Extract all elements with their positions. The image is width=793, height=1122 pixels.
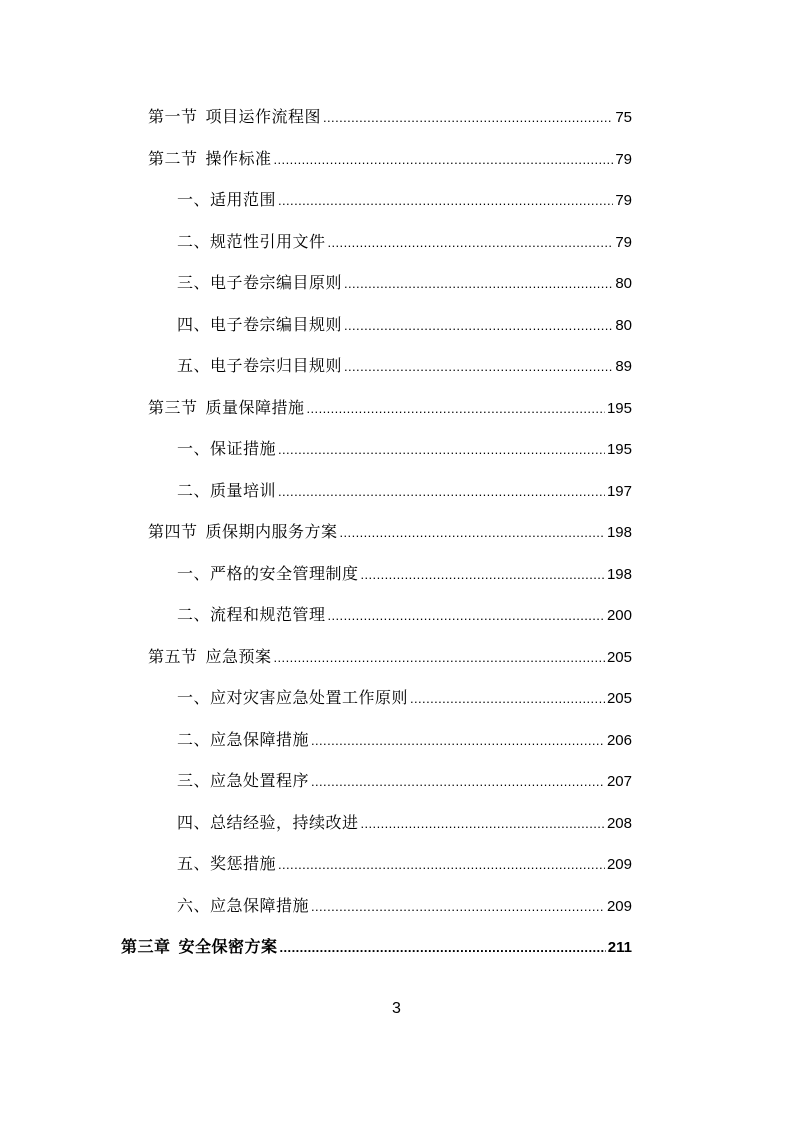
toc-entry[interactable] <box>177 563 632 585</box>
toc-dot-leader <box>340 522 605 544</box>
toc-entry-label: 六、应急保障措施 <box>177 896 310 915</box>
toc-entry[interactable] <box>121 936 632 958</box>
toc-entry-label: 质保期内服务方案 <box>205 522 338 541</box>
toc-entry-label: 四、总结经验，持续改进 <box>177 813 359 832</box>
toc-entry-title <box>177 480 276 502</box>
toc-dot-leader <box>280 937 606 959</box>
toc-entry-title <box>148 397 305 419</box>
toc-entry-label: 操作标准 <box>205 149 272 168</box>
toc-entry-page: 205 <box>606 649 632 666</box>
toc-dot-leader <box>361 813 605 835</box>
toc-entry[interactable] <box>177 687 632 709</box>
toc-entry-page: 209 <box>606 898 632 915</box>
toc-entry-prefix: 第一节 <box>148 107 198 126</box>
toc-entry-page: 79 <box>615 234 632 251</box>
toc-entry-title <box>177 189 276 211</box>
toc-entry-label: 二、质量培训 <box>177 481 277 500</box>
toc-entry-title <box>177 895 309 917</box>
toc-entry-page: 206 <box>606 732 632 749</box>
toc-entry-page: 195 <box>606 441 632 458</box>
toc-entry[interactable] <box>177 853 632 875</box>
toc-entry[interactable] <box>177 729 632 751</box>
toc-entry-title <box>177 812 359 834</box>
toc-dot-leader <box>410 688 605 710</box>
toc-entry-page: 89 <box>615 358 632 375</box>
toc-entry-page: 79 <box>615 151 632 168</box>
toc-entry-page: 79 <box>615 192 632 209</box>
toc-entry-label: 一、严格的安全管理制度 <box>177 564 359 583</box>
toc-entry[interactable] <box>177 812 632 834</box>
toc-dot-leader <box>274 647 605 669</box>
toc-entry-label: 一、保证措施 <box>177 439 277 458</box>
toc-dot-leader <box>274 149 614 171</box>
toc-entry-page: 197 <box>606 483 632 500</box>
toc-entry[interactable] <box>177 314 632 336</box>
toc-entry-page: 200 <box>606 607 632 624</box>
toc-entry-page: 211 <box>607 939 632 956</box>
toc-entry-title <box>177 272 342 294</box>
toc-entry-label: 三、应急处置程序 <box>177 771 310 790</box>
toc-entry-label: 二、应急保障措施 <box>177 730 310 749</box>
toc-dot-leader <box>328 232 614 254</box>
toc-entry-prefix: 第五节 <box>148 647 198 666</box>
toc-entry-page: 198 <box>606 524 632 541</box>
toc-entry-title <box>177 853 276 875</box>
toc-dot-leader <box>344 356 613 378</box>
toc-dot-leader <box>311 896 605 918</box>
toc-entry-title <box>148 148 272 170</box>
toc-entry-title <box>177 438 276 460</box>
toc-entry[interactable] <box>177 189 632 211</box>
toc-entry-title <box>177 604 326 626</box>
toc-entry[interactable] <box>148 521 632 543</box>
toc-dot-leader <box>278 439 605 461</box>
toc-entry-label: 二、规范性引用文件 <box>177 232 326 251</box>
toc-entry-label: 五、奖惩措施 <box>177 854 277 873</box>
toc-entry[interactable] <box>148 106 632 128</box>
toc-dot-leader <box>361 564 605 586</box>
toc-entry-title <box>148 646 272 668</box>
toc-entry-label: 一、适用范围 <box>177 190 277 209</box>
toc-entry-title <box>177 314 342 336</box>
toc-entry[interactable] <box>148 397 632 419</box>
toc-entry-page: 209 <box>606 856 632 873</box>
toc-entry-title <box>177 687 408 709</box>
toc-dot-leader <box>344 273 613 295</box>
toc-entry-title <box>148 521 338 543</box>
toc-entry-label: 五、电子卷宗归目规则 <box>177 356 343 375</box>
toc-dot-leader <box>344 315 613 337</box>
toc-dot-leader <box>278 481 605 503</box>
toc-entry-title <box>177 729 309 751</box>
toc-entry-title <box>177 563 359 585</box>
toc-dot-leader <box>311 730 605 752</box>
toc-entry-page: 198 <box>606 566 632 583</box>
toc-entry-page: 80 <box>615 317 632 334</box>
toc-entry-title <box>177 355 342 377</box>
toc-entry-page: 207 <box>606 773 632 790</box>
toc-entry-page: 205 <box>606 690 632 707</box>
toc-entry-title <box>121 936 278 958</box>
toc-dot-leader <box>278 854 605 876</box>
toc-entry-label: 二、流程和规范管理 <box>177 605 326 624</box>
toc-entry[interactable] <box>177 272 632 294</box>
toc-entry-page: 75 <box>615 109 632 126</box>
toc-entry-label: 安全保密方案 <box>178 937 278 956</box>
toc-entry-page: 195 <box>606 400 632 417</box>
toc-dot-leader <box>307 398 605 420</box>
toc-entry[interactable] <box>177 480 632 502</box>
toc-entry-page: 208 <box>606 815 632 832</box>
toc-entry-label: 项目运作流程图 <box>205 107 322 126</box>
toc-entry-title <box>177 770 309 792</box>
toc-entry-prefix: 第三章 <box>121 937 171 956</box>
toc-entry[interactable] <box>177 231 632 253</box>
toc-entry-title <box>148 106 321 128</box>
toc-entry-label: 三、电子卷宗编目原则 <box>177 273 343 292</box>
toc-entry-label: 应急预案 <box>205 647 272 666</box>
toc-entry[interactable] <box>148 148 632 170</box>
toc-entry-label: 四、电子卷宗编目规则 <box>177 315 343 334</box>
toc-dot-leader <box>278 190 613 212</box>
toc-entry-label: 一、应对灾害应急处置工作原则 <box>177 688 409 707</box>
toc-entry-prefix: 第四节 <box>148 522 198 541</box>
toc-entry-page: 80 <box>615 275 632 292</box>
toc-entry[interactable] <box>177 438 632 460</box>
toc-dot-leader <box>323 107 613 129</box>
toc-entry-prefix: 第三节 <box>148 398 198 417</box>
toc-dot-leader <box>311 771 605 793</box>
page-number: 3 <box>392 1000 401 1017</box>
toc-dot-leader <box>328 605 605 627</box>
toc-entry[interactable] <box>177 770 632 792</box>
toc-entry[interactable] <box>177 604 632 626</box>
toc-entry-label: 质量保障措施 <box>205 398 305 417</box>
toc-entry[interactable] <box>148 646 632 668</box>
toc-entry[interactable] <box>177 355 632 377</box>
toc-entry-prefix: 第二节 <box>148 149 198 168</box>
toc-entry-title <box>177 231 326 253</box>
toc-entry[interactable] <box>177 895 632 917</box>
